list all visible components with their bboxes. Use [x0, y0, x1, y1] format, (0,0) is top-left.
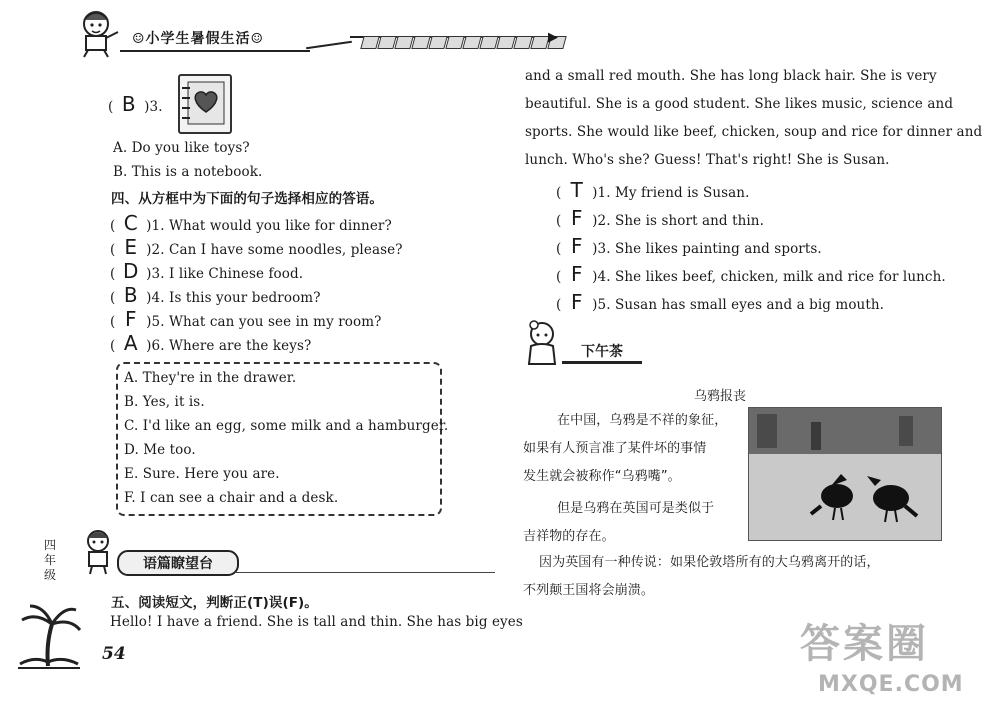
box-option-a: A. They're in the drawer. — [124, 370, 297, 386]
section4-item-2: ( E )2. Can I have some noodles, please? — [110, 235, 403, 259]
tf-item-1: ( T )1. My friend is Susan. — [556, 178, 750, 202]
box-option-e: E. Sure. Here you are. — [124, 466, 280, 482]
palm-tree-icon — [14, 600, 84, 670]
section4-item-3: ( D )3. I like Chinese food. — [110, 259, 304, 283]
header-decoration-boxes — [362, 36, 565, 49]
article-line-4: 但是乌鸦在英国可是类似于 — [557, 501, 715, 516]
section5-title: 五、阅读短文，判断正(T)误(F)。 — [111, 595, 318, 611]
section-banner: 语篇瞭望台 — [117, 550, 239, 576]
passage-line-1: and a small red mouth. She has long black hair. She is very — [525, 68, 937, 84]
passage-start: Hello! I have a friend. She is tall and thin. She has big eyes — [110, 614, 523, 630]
teatime-banner: 下午茶 — [562, 341, 642, 364]
article-title: 乌鸦报丧 — [694, 389, 747, 404]
article-line-5: 吉祥物的存在。 — [523, 529, 615, 544]
grade-label: 四年级 — [44, 538, 57, 582]
article-line-2: 如果有人预言准了某件坏的事情 — [523, 441, 707, 456]
passage-line-4: lunch. Who's she? Guess! That's right! She is Susan. — [525, 152, 890, 168]
section4-item-4: ( B )4. Is this your bedroom? — [110, 283, 321, 307]
q3-option-a: A. Do you like toys? — [113, 140, 250, 156]
header-mascot-icon — [72, 8, 124, 58]
teatime-mascot-icon — [522, 320, 562, 370]
header-title: ☺小学生暑假生活☺ — [132, 31, 265, 47]
banner-mascot-icon — [80, 528, 116, 576]
passage-line-2: beautiful. She is a good student. She likes music, science and — [525, 96, 954, 112]
box-option-d: D. Me too. — [124, 442, 196, 458]
section4-title: 四、从方框中为下面的句子选择相应的答语。 — [111, 191, 383, 207]
answer-handwritten: B — [121, 92, 136, 116]
header-rule-slant — [306, 41, 352, 49]
header-rule-left — [120, 50, 310, 52]
passage-line-3: sports. She would like beef, chicken, soup and rice for dinner and — [525, 124, 983, 140]
section4-item-5: ( F )5. What can you see in my room? — [110, 307, 382, 331]
banner-rule — [235, 572, 495, 573]
notebook-picture — [178, 74, 232, 134]
article-line-6: 因为英国有一种传说：如果伦敦塔所有的大乌鸦离开的话， — [539, 555, 880, 570]
crows-photo — [748, 407, 942, 541]
box-option-f: F. I can see a chair and a desk. — [124, 490, 339, 506]
section4-item-6: ( A )6. Where are the keys? — [110, 331, 312, 355]
section4-item-1: ( C )1. What would you like for dinner? — [110, 211, 392, 235]
question-3: ( B )3. — [108, 92, 163, 116]
q3-option-b: B. This is a notebook. — [113, 164, 263, 180]
watermark-url: MXQE.COM — [818, 672, 964, 697]
tf-item-3: ( F )3. She likes painting and sports. — [556, 234, 822, 258]
watermark-logo: 答案圈 — [800, 621, 929, 667]
box-option-c: C. I'd like an egg, some milk and a hamburger. — [124, 418, 449, 434]
tf-item-2: ( F )2. She is short and thin. — [556, 206, 764, 230]
article-line-7: 不列颠王国将会崩溃。 — [523, 583, 655, 598]
tf-item-5: ( F )5. Susan has small eyes and a big mouth. — [556, 290, 885, 314]
header-arrow-icon: ▶ — [548, 30, 558, 45]
page-number: 54 — [102, 644, 126, 664]
tf-item-4: ( F )4. She likes beef, chicken, milk and rice for lunch. — [556, 262, 946, 286]
article-line-3: 发生就会被称作“乌鸦嘴”。 — [523, 469, 681, 484]
box-option-b: B. Yes, it is. — [124, 394, 205, 410]
article-line-1: 在中国，乌鸦是不祥的象征， — [557, 413, 728, 428]
